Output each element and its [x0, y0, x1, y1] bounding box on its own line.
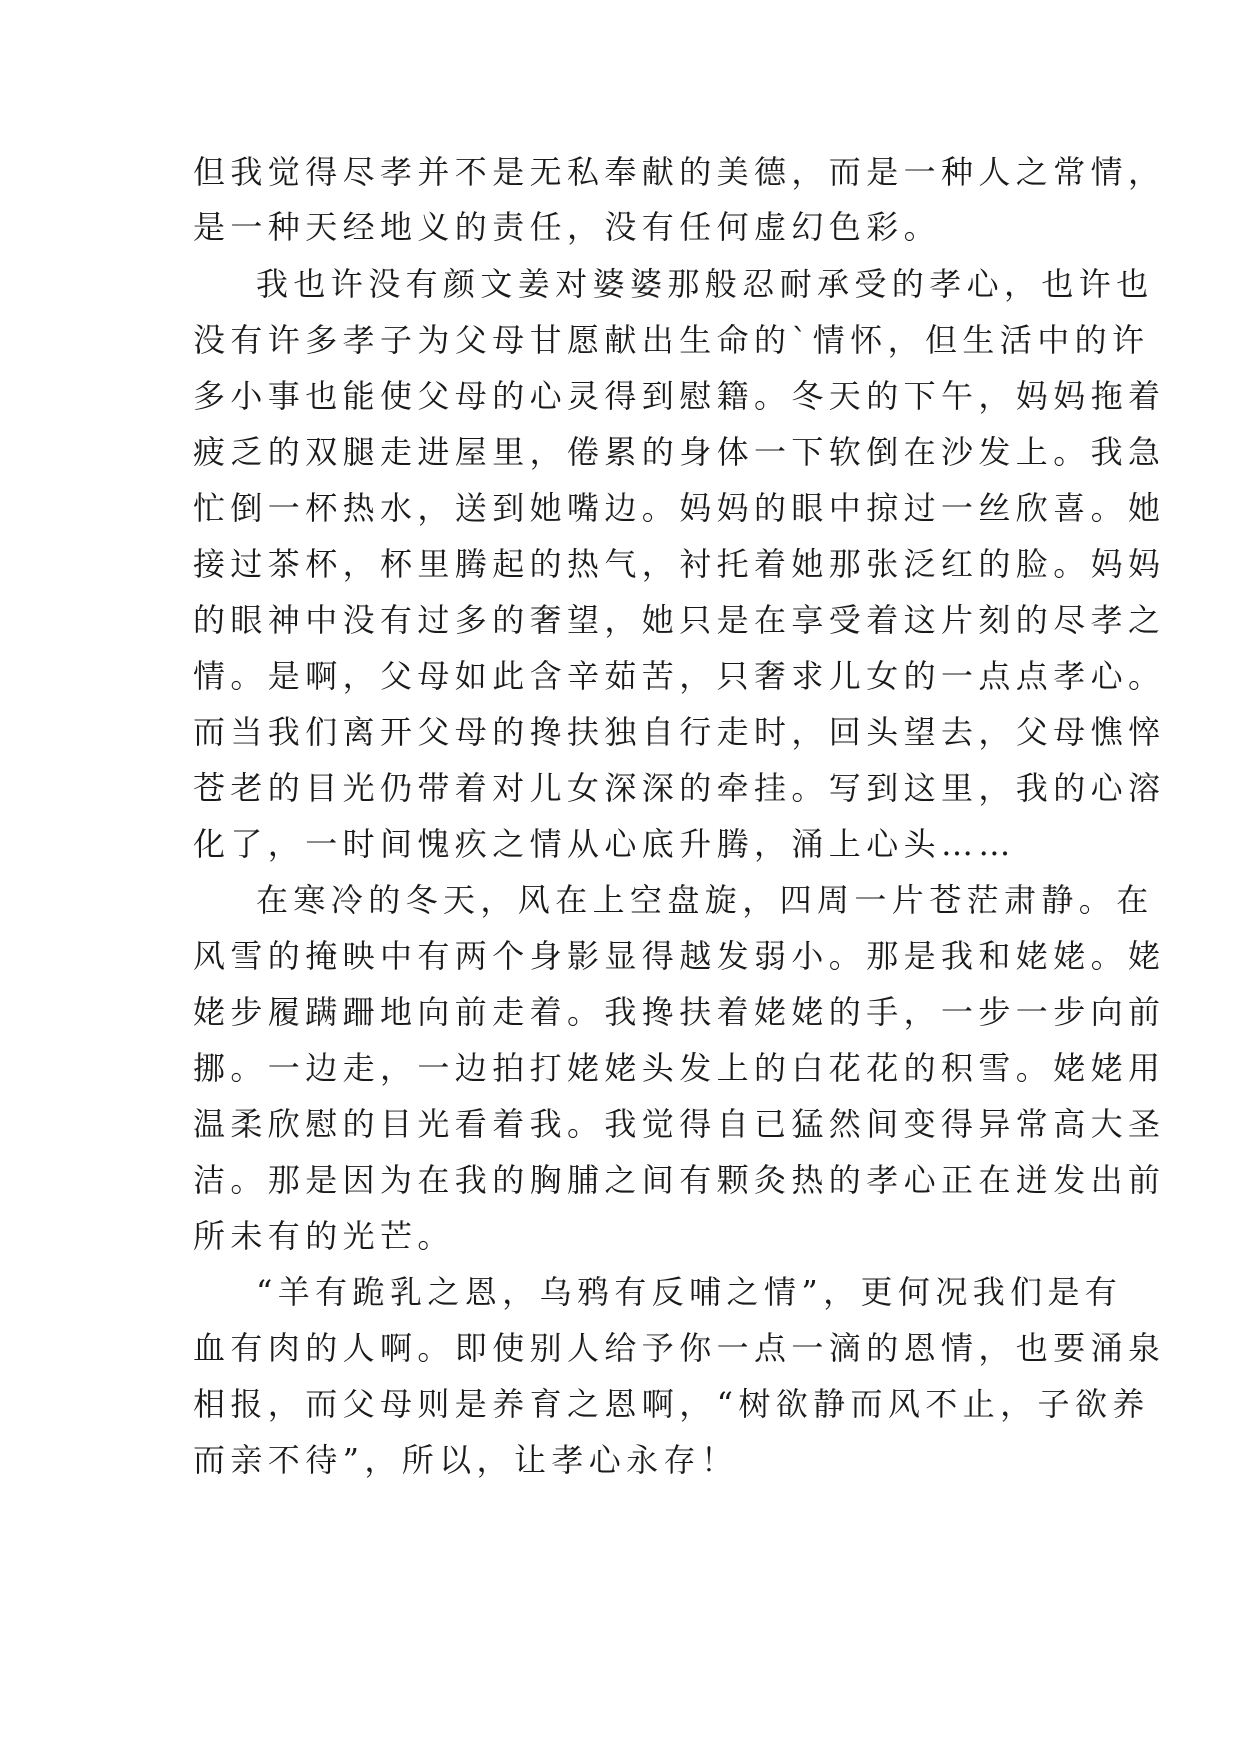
text-line: 姥步履蹒跚地向前走着。我搀扶着姥姥的手，一步一步向前	[193, 993, 1166, 1031]
text-line: 接过茶杯，杯里腾起的热气，衬托着她那张泛红的脸。妈妈	[193, 545, 1166, 583]
text-line: 化了，一时间愧疚之情从心底升腾，涌上心头……	[193, 825, 1016, 863]
text-line: 是一种天经地义的责任，没有任何虚幻色彩。	[193, 208, 942, 246]
text-line: 没有许多孝子为父母甘愿献出生命的`情怀，但生活中的许	[193, 321, 1150, 359]
text-line: 忙倒一杯热水，送到她嘴边。妈妈的眼中掠过一丝欣喜。她	[193, 489, 1166, 527]
text-line: 多小事也能使父母的心灵得到慰籍。冬天的下午，妈妈拖着	[193, 377, 1166, 415]
text-line: 我也许没有颜文姜对婆婆那般忍耐承受的孝心，也许也	[256, 265, 1154, 303]
text-line: 而当我们离开父母的搀扶独自行走时，回头望去，父母憔悴	[193, 713, 1166, 751]
text-line: 相报，而父母则是养育之恩啊，“树欲静而风不止，子欲养	[193, 1385, 1150, 1423]
text-line: 情。是啊，父母如此含辛茹苦，只奢求儿女的一点点孝心。	[193, 657, 1166, 695]
text-line: 在寒冷的冬天，风在上空盘旋，四周一片苍茫肃静。在	[256, 881, 1154, 919]
text-line: 的眼神中没有过多的奢望，她只是在享受着这片刻的尽孝之	[193, 601, 1166, 639]
text-line: “羊有跪乳之恩，乌鸦有反哺之情”，更何况我们是有	[256, 1273, 1123, 1311]
text-line: 洁。那是因为在我的胸脯之间有颗灸热的孝心正在迸发出前	[193, 1161, 1166, 1199]
text-line: 挪。一边走，一边拍打姥姥头发上的白花花的积雪。姥姥用	[193, 1049, 1166, 1087]
text-line: 温柔欣慰的目光看着我。我觉得自已猛然间变得异常高大圣	[193, 1105, 1166, 1143]
text-line: 血有肉的人啊。即使别人给予你一点一滴的恩情，也要涌泉	[193, 1329, 1166, 1367]
text-line: 而亲不待”，所以，让孝心永存！	[193, 1441, 739, 1479]
text-line: 所未有的光芒。	[193, 1217, 455, 1255]
text-line: 疲乏的双腿走进屋里，倦累的身体一下软倒在沙发上。我急	[193, 433, 1166, 471]
text-line: 苍老的目光仍带着对儿女深深的牵挂。写到这里，我的心溶	[193, 769, 1166, 807]
text-line: 风雪的掩映中有两个身影显得越发弱小。那是我和姥姥。姥	[193, 937, 1166, 975]
text-line: 但我觉得尽孝并不是无私奉献的美德，而是一种人之常情，	[193, 153, 1166, 191]
